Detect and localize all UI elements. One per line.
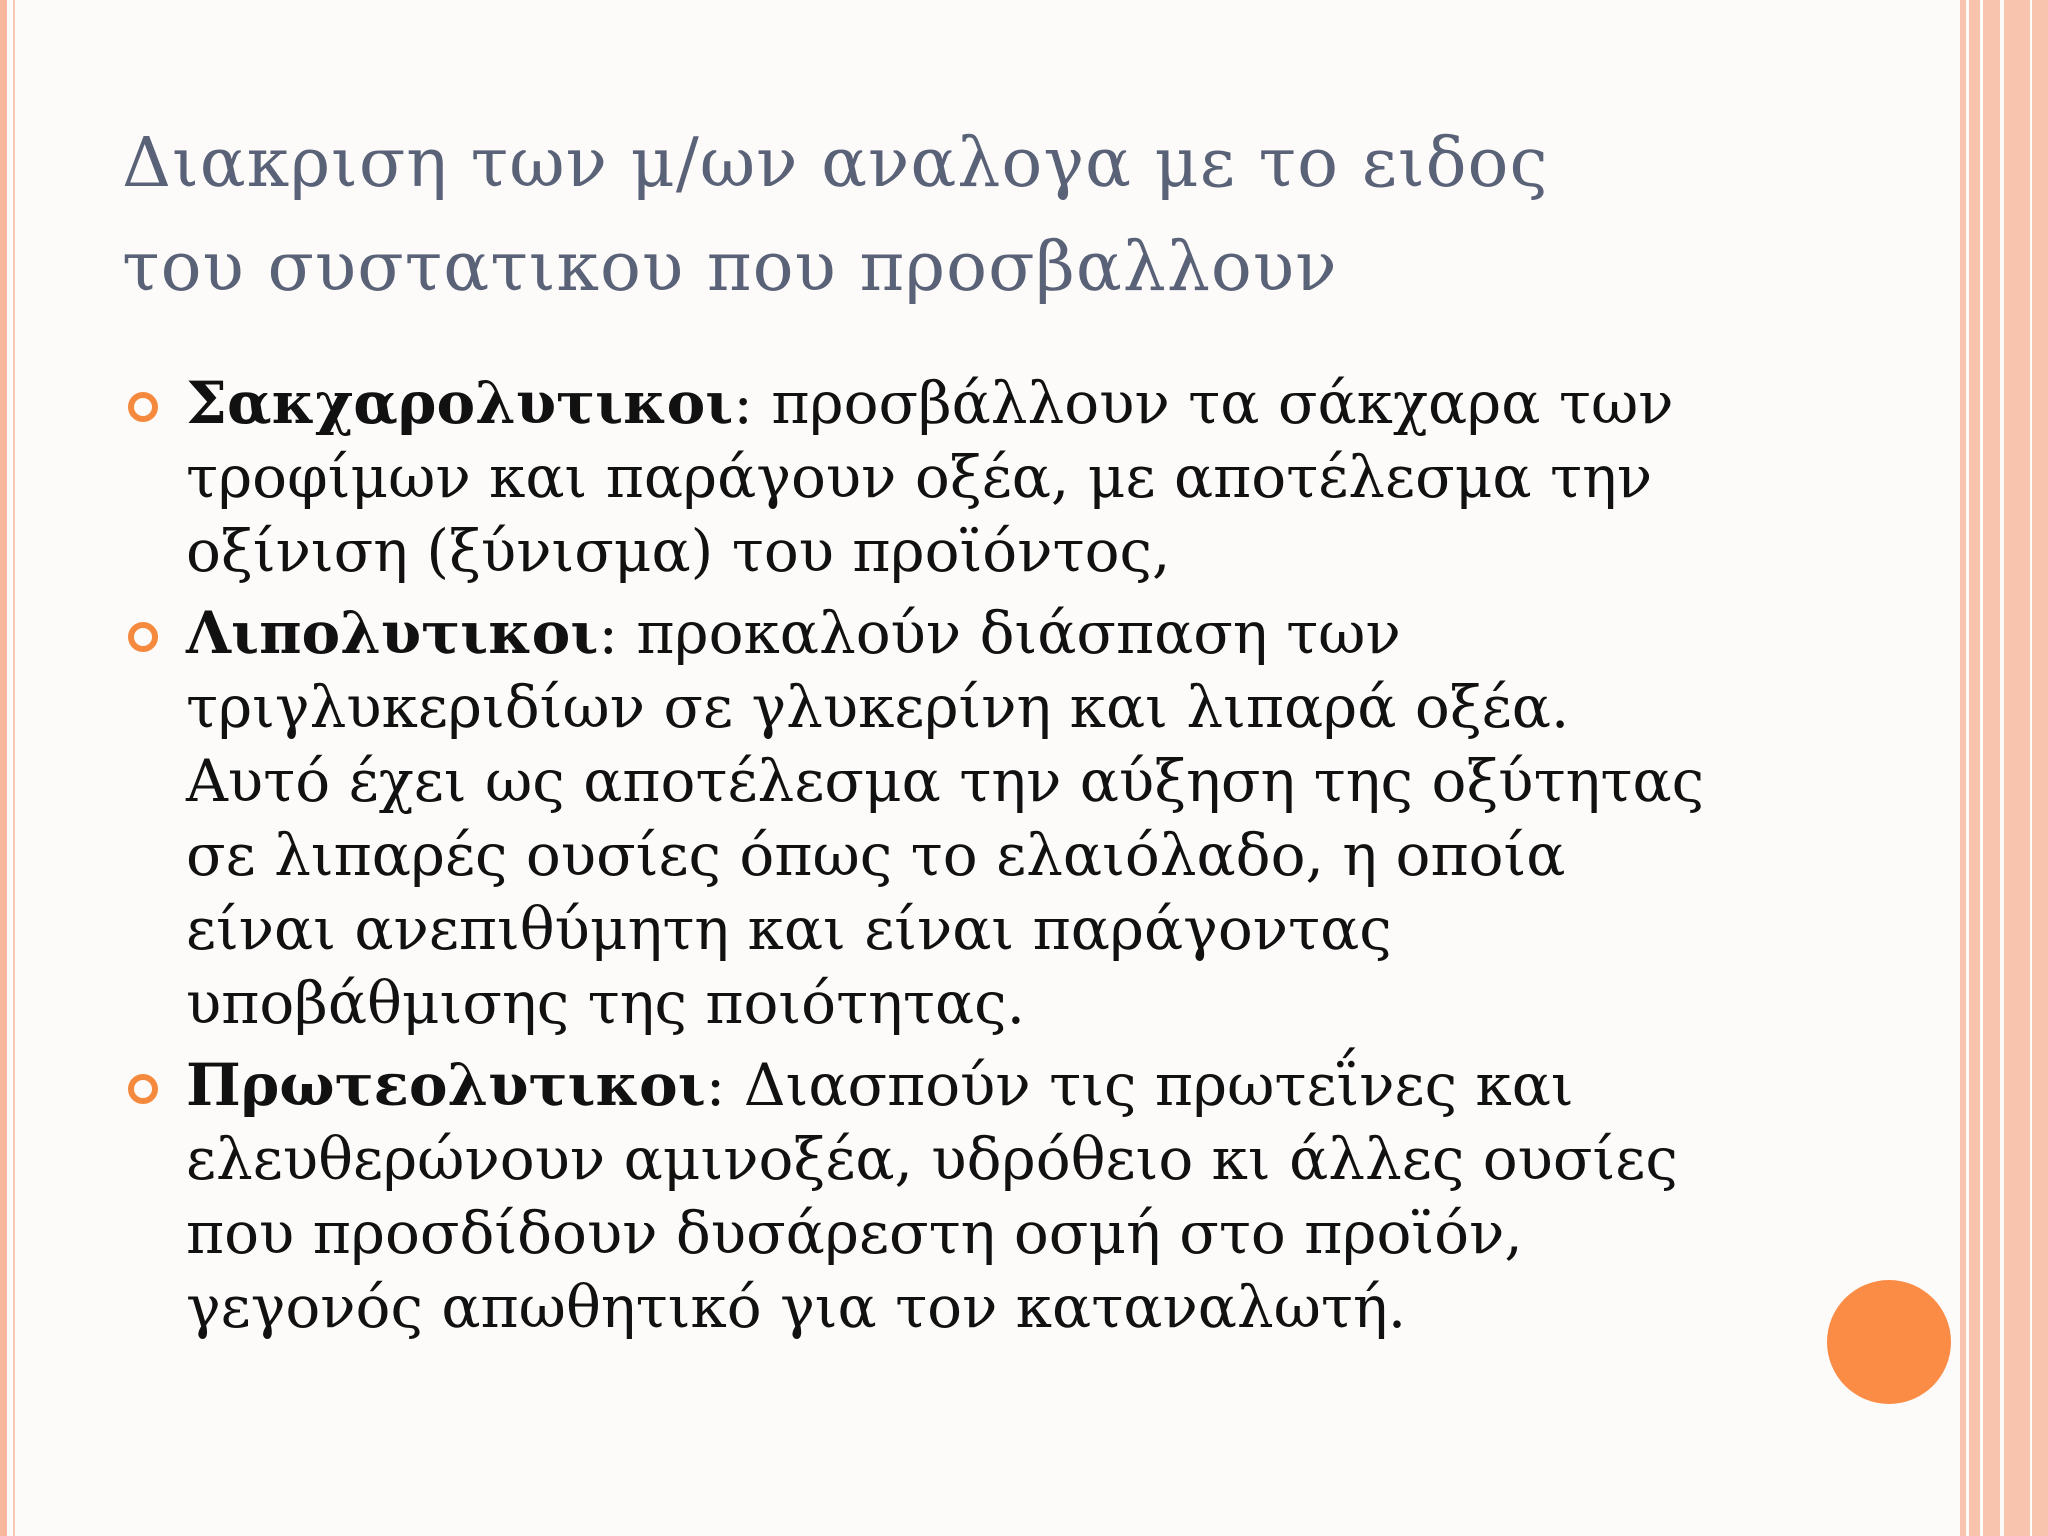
bullet-circle-icon	[128, 622, 158, 652]
right-border-band	[1960, 0, 2048, 1536]
bullet-text: : Διασπούν τις πρωτεΐνες και	[705, 1051, 1574, 1119]
bullet-line: σε λιπαρές ουσίες όπως το ελαιόλαδο, η οποία	[186, 821, 1566, 889]
bullet-item-lipolytic	[120, 596, 1820, 1040]
slide-title	[122, 112, 1882, 320]
bullet-term: Σακχαρολυτικοι	[186, 369, 734, 437]
bullet-item-proteolytic	[120, 1048, 1820, 1344]
right-border-line	[1980, 0, 1983, 1536]
title-line: Διακριση των μ/ων αναλογα με το ειδος	[122, 124, 1549, 203]
bullet-line: τριγλυκεριδίων σε γλυκερίνη και λιπαρά οξέα.	[186, 673, 1570, 741]
bullet-line: Αυτό έχει ως αποτέλεσμα την αύξηση της οξύτητας	[186, 747, 1705, 815]
bullet-line: τροφίμων και παράγουν οξέα, με αποτέλεσμα την	[186, 443, 1653, 511]
bullet-circle-icon	[128, 1074, 158, 1104]
bullet-text: : προκαλούν διάσπαση των	[598, 599, 1401, 667]
left-border-line	[13, 0, 15, 1536]
bullet-line: γεγονός απωθητικό για τον καταναλωτή.	[186, 1273, 1407, 1341]
bullet-line: οξίνιση (ξύνισμα) του προϊόντος,	[186, 517, 1171, 585]
bullet-term: Πρωτεολυτικοι	[186, 1051, 706, 1119]
bullet-item-saccharolytic	[120, 366, 1820, 588]
bullet-line	[186, 596, 1820, 670]
right-border-line	[1966, 0, 1969, 1536]
bullet-term: Λιπολυτικοι	[186, 599, 599, 667]
right-border-line	[2000, 0, 2004, 1536]
left-border-stripe	[0, 0, 7, 1536]
bullet-circle-icon	[128, 392, 158, 422]
bullet-line: ελευθερώνουν αμινοξέα, υδρόθειο κι άλλες ουσίες	[186, 1125, 1678, 1193]
bullet-list	[120, 366, 1820, 1352]
right-border-line	[2030, 0, 2032, 1536]
bullet-line	[186, 1048, 1820, 1122]
bullet-line: που προσδίδουν δυσάρεστη οσμή στο προϊόν,	[186, 1199, 1523, 1267]
bullet-line: είναι ανεπιθύμητη και είναι παράγοντας	[186, 895, 1392, 963]
title-line: του συστατικου που προσβαλλουν	[122, 228, 1338, 307]
accent-circle	[1827, 1280, 1951, 1404]
bullet-line	[186, 366, 1820, 440]
bullet-line: υποβάθμισης της ποιότητας.	[186, 969, 1026, 1037]
bullet-text: : προσβάλλουν τα σάκχαρα των	[733, 369, 1674, 437]
